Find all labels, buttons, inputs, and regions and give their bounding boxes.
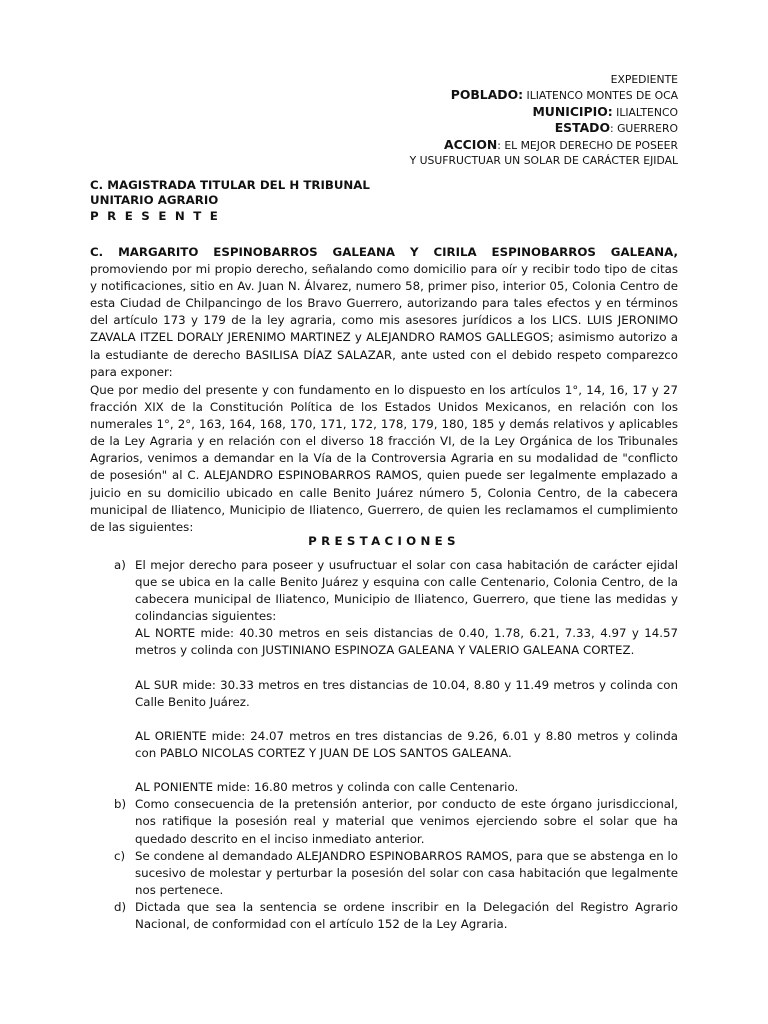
prestaciones-list [114,557,678,933]
addressee-line-2: UNITARIO AGRARIO [90,193,219,208]
plaintiff-names: C. MARGARITO ESPINOBARROS GALEANA Y CIRILA ESPINOBARROS GALEANA, [90,245,678,259]
list-item [114,848,678,899]
expediente-label: EXPEDIENTE [610,73,678,86]
estado-label: ESTADO [554,120,610,136]
boundary-oriente: AL ORIENTE mide: 24.07 metros en tres distancias de 9.26, 6.01 y 8.80 metros y colinda con PABLO NICOLAS CORTEZ Y JUAN DE LOS SANTOS GALEANA. [135,728,678,761]
accion-line [258,137,678,153]
prestaciones-heading: PRESTACIONES [308,534,460,548]
list-item [114,557,678,796]
list-item-text: El mejor derecho para poseer y usufructuar el solar con casa habitación de carácter ejidal que se ubica en la calle Benito Juárez y esquina con calle Centenario, Colonia Centro, de la cabecera municipal de Iliatenco, Municipio de Iliatenco, Guerrero, que tiene las medidas y colindancias siguientes: [135,558,678,624]
accion-value: : EL MEJOR DERECHO DE POSEER [497,138,678,152]
intro-paragraph [90,244,678,381]
boundary-sur: AL SUR mide: 30.33 metros en tres distancias de 10.04, 8.80 y 11.49 metros y colinda con Calle Benito Juárez. [135,677,678,709]
expediente-line [258,72,678,87]
list-item-text: Como consecuencia de la pretensión anterior, por conducto de este órgano jurisdiccional, nos ratifique la posesión real y material que venimos ejerciendo sobre el solar que ha quedado descrito en el inciso inmediato anterior. [135,797,678,846]
municipio-value: ILIALTENCO [616,105,678,119]
claim-paragraph: Que por medio del presente y con fundamento en lo dispuesto en los artículos 1°, 14, 16, 17 y 27 fracción XIX de la Constitución Política de los Estados Unidos Mexicanos, en relación con los numerales 1°, 2°, 163, 164, 168, 170, 171, 172, 178, 179, 180, 185 y demás relativos y aplicables de la Ley Agraria y en relación con el diverso 18 fracción VI, de la Ley Orgánica de los Tribunales Agrarios, venimos a demandar en la Vía de la Controversia Agraria en su modalidad de "conflicto de posesión" al C. ALEJANDRO ESPINOBARROS RAMOS, quien puede ser legalmente emplazado a juicio en su domicilio ubicado en calle Benito Juárez número 5, Colonia Centro, de la cabecera municipal de Iliatenco, Municipio de Iliatenco, Guerrero, de quien les reclamamos el cumplimiento de las siguientes: [90,383,678,534]
spacer [135,711,678,728]
municipio-line [258,104,678,120]
poblado-value: ILIATENCO MONTES DE OCA [526,89,678,103]
estado-line [258,120,678,136]
intro-text: promoviendo por mi propio derecho, señalando como domicilio para oír y recibir todo tipo de citas y notificaciones, sitio en Av. Juan N. Álvarez, numero 58, primer piso, interior 05, Colonia Centro de esta Ciudad de Chilpancingo de los Bravo Guerrero, autorizando para tales efectos y en términos del artículo 173 y 179 de la ley agraria, como mis asesores jurídicos a los LICS. LUIS JERONIMO ZAVALA ITZEL DORALY JERENIMO MARTINEZ y ALEJANDRO RAMOS GALLEGOS; asimismo autorizo a la estudiante de derecho BASILISA DÍAZ SALAZAR, ante usted con el debido respeto comparezco para exponer: [90,262,678,379]
list-marker: d) [114,899,127,914]
case-header [258,72,678,168]
list-item [114,796,678,847]
accion-line-2 [258,153,678,168]
boundary-poniente: AL PONIENTE mide: 16.80 metros y colinda con calle Centenario. [135,780,519,795]
addressee-block [90,178,390,224]
presente-line: P R E S E N T E [90,208,221,223]
list-item-text: Dictada que sea la sentencia se ordene inscribir en la Delegación del Registro Agrario Nacional, de conformidad con el artículo 152 de la Ley Agraria. [135,899,678,931]
estado-value: : GUERRERO [610,122,678,136]
municipio-label: MUNICIPIO: [532,103,613,119]
list-item-text: Se condene al demandado ALEJANDRO ESPINOBARROS RAMOS, para que se abstenga en lo sucesivo de molestar y perturbar la posesión del solar con casa habitación que legalmente nos pertenece. [135,848,678,897]
poblado-label: POBLADO: [450,87,524,103]
boundary-norte: AL NORTE mide: 40.30 metros en seis distancias de 0.40, 1.78, 6.21, 7.33, 4.97 y 14.57 metros y colinda con JUSTINIANO ESPINOZA GALEANA Y VALERIO GALEANA CORTEZ. [135,626,678,658]
list-item [114,899,678,933]
poblado-line [258,87,678,103]
spacer [135,660,678,677]
list-marker: b) [114,797,127,812]
addressee-line-1: C. MAGISTRADA TITULAR DEL H TRIBUNAL [90,178,370,192]
accion-value-2: Y USUFRUCTUAR UN SOLAR DE CARÁCTER EJIDAL [409,154,678,168]
accion-label: ACCION [443,136,498,152]
list-marker: a) [114,558,126,572]
list-marker: c) [114,848,126,863]
spacer [135,762,678,779]
